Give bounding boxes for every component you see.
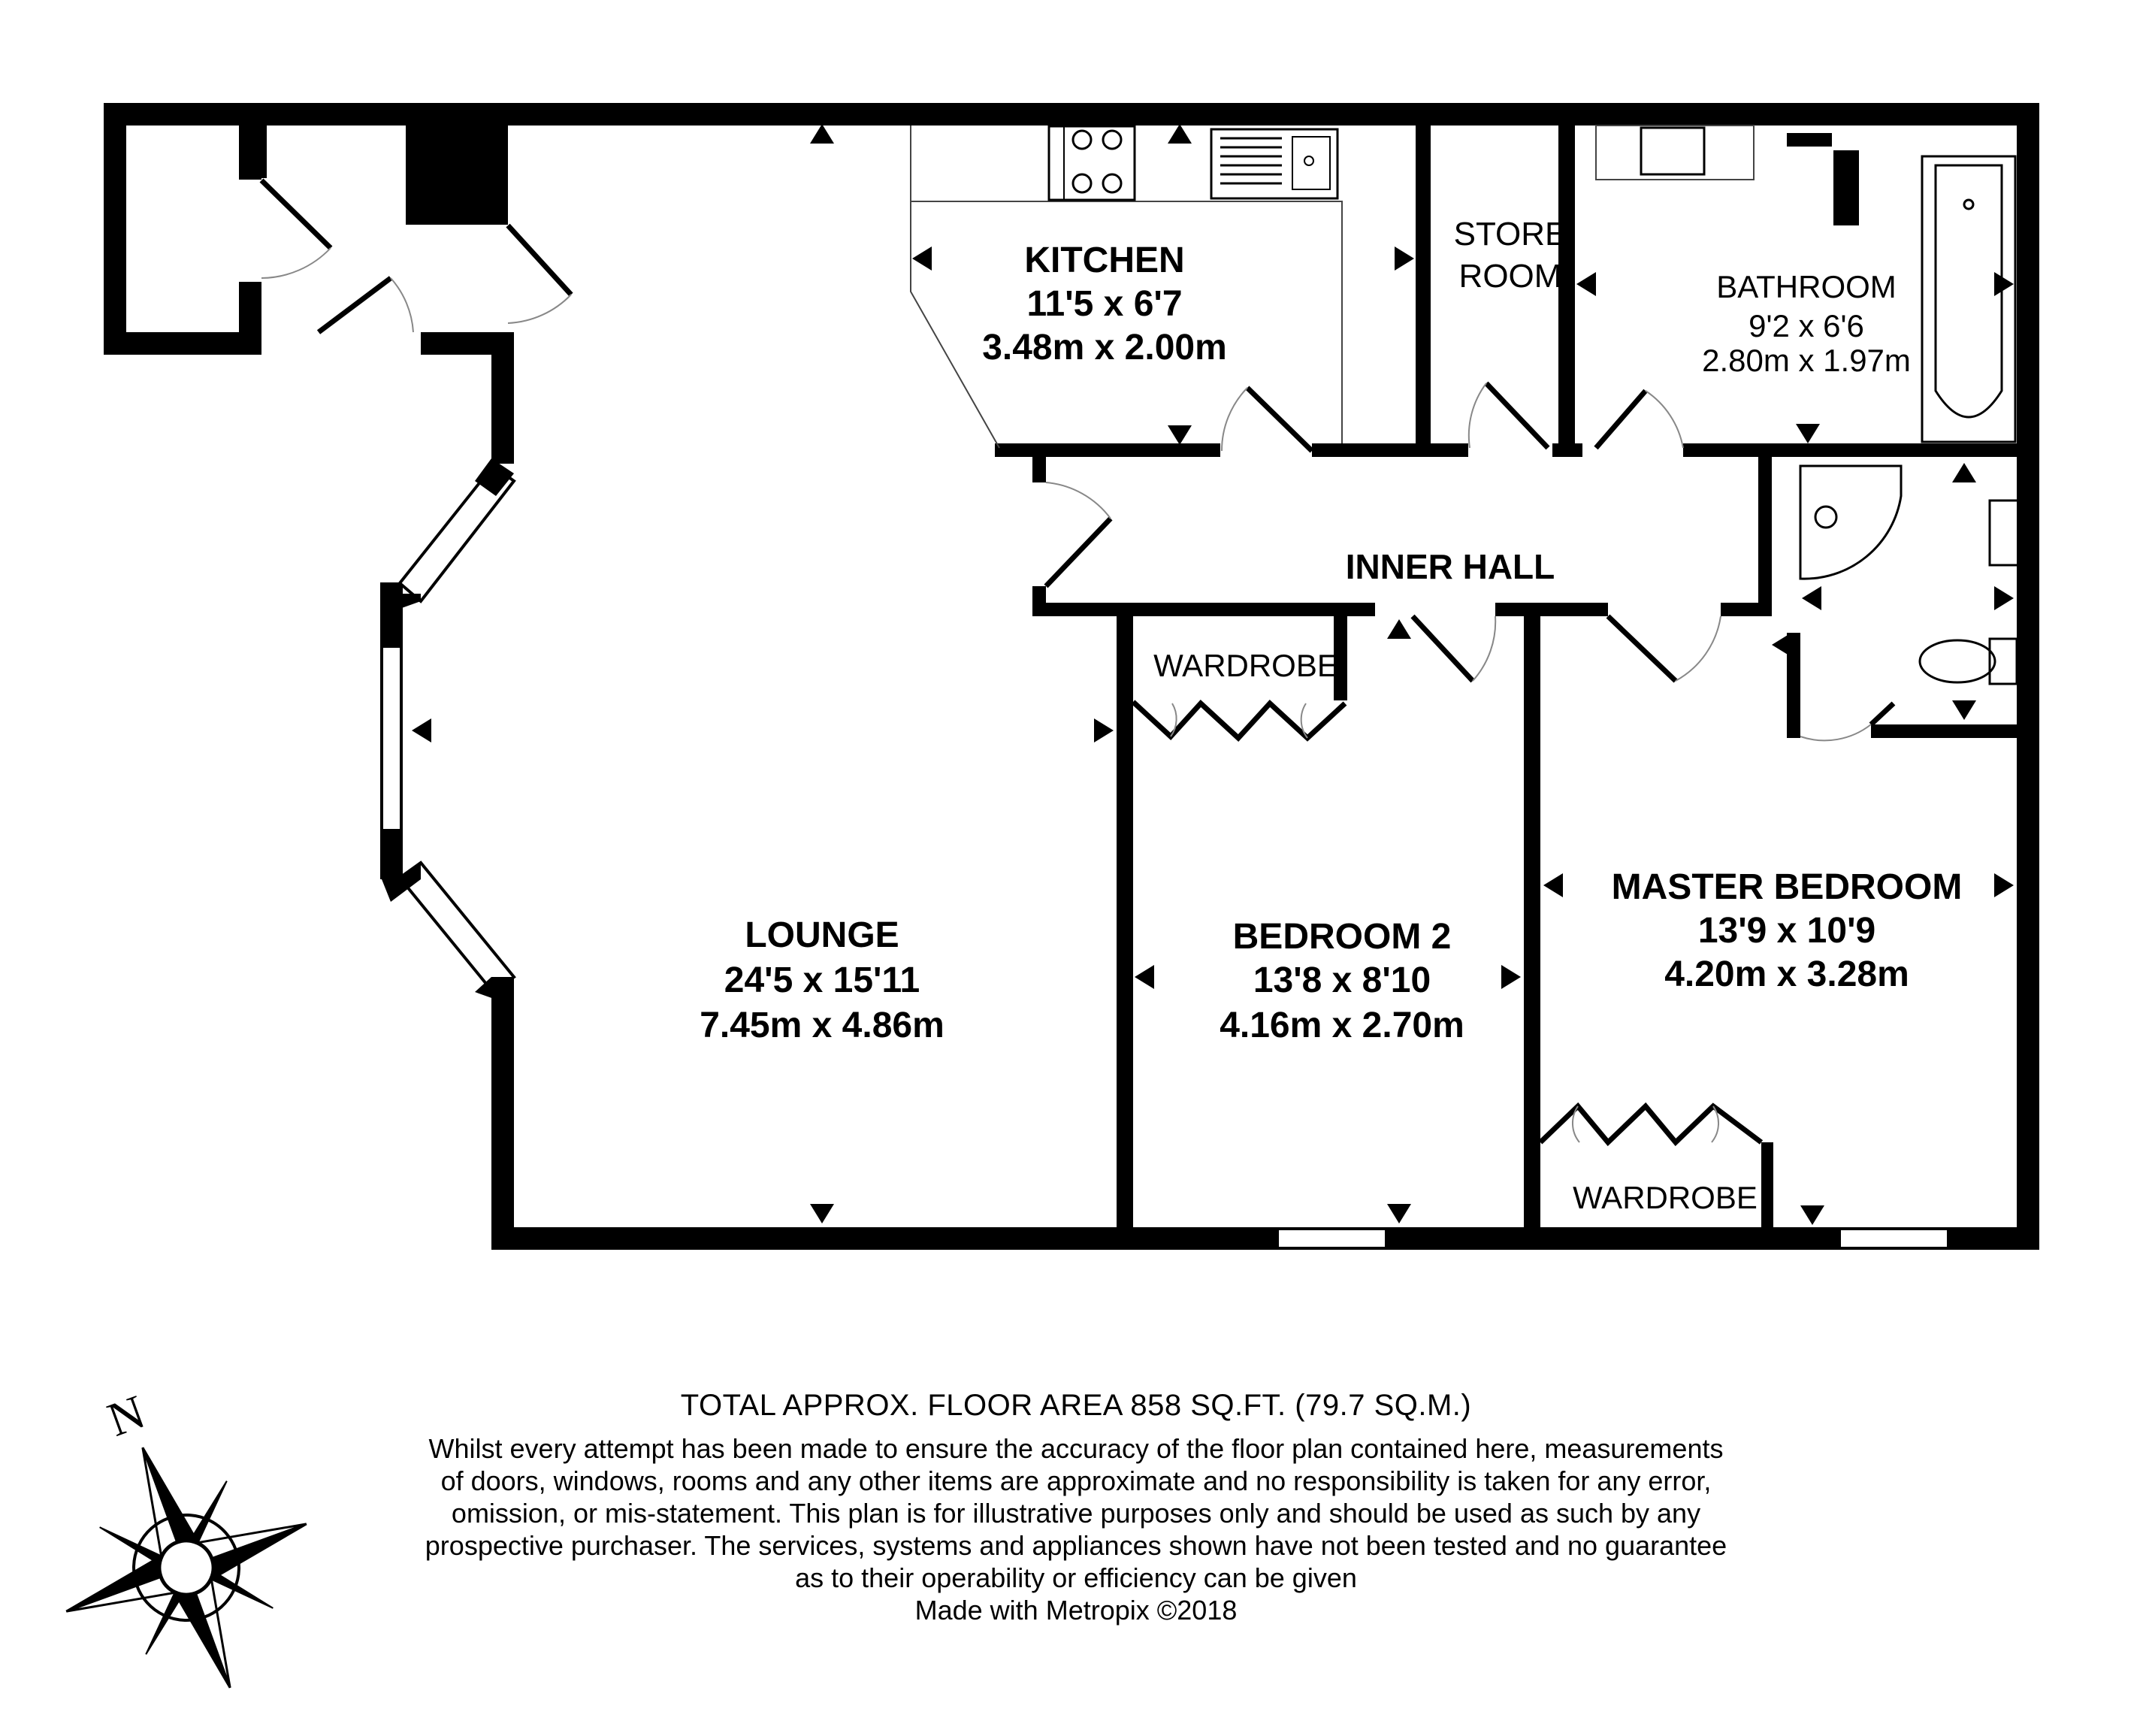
- bedroom2-metric: 4.16m x 2.70m: [1220, 1006, 1464, 1045]
- metropix-credit: Made with Metropix ©2018: [914, 1595, 1238, 1626]
- master-bedroom-metric: 4.20m x 3.28m: [1664, 954, 1909, 994]
- basin-icon: [1596, 126, 1754, 180]
- bedroom2-imperial: 13'8 x 8'10: [1253, 960, 1431, 1000]
- bathroom-metric: 2.80m x 1.97m: [1702, 343, 1911, 378]
- disclaimer: [0, 1432, 2152, 1626]
- disclaimer-line: omission, or mis-statement. This plan is for illustrative purposes only and should be used as such by any: [451, 1498, 1701, 1529]
- ensuite-fixtures: [1800, 466, 2020, 684]
- disclaimer-line: Whilst every attempt has been made to ensure the accuracy of the floor plan contained here, measurements: [428, 1433, 1724, 1464]
- kitchen-metric: 3.48m x 2.00m: [982, 328, 1227, 367]
- disclaimer-line: prospective purchaser. The services, systems and appliances shown have not been tested and no guarantee: [425, 1530, 1727, 1561]
- master-window: [1839, 1229, 1948, 1248]
- wardrobe-bed2-label: WARDROBE: [1153, 648, 1338, 683]
- toilet-icon: [1920, 640, 1995, 682]
- disclaimer-line: of doors, windows, rooms and any other items are approximate and no responsibility is taken for any error,: [440, 1465, 1712, 1496]
- kitchen-name: KITCHEN: [1024, 240, 1185, 280]
- lounge-name: LOUNGE: [745, 915, 899, 955]
- compass-north-label: N: [101, 1384, 152, 1447]
- bathroom-imperial: 9'2 x 6'6: [1748, 308, 1864, 343]
- total-floor-area: TOTAL APPROX. FLOOR AREA 858 SQ.FT. (79.7 SQ.M.): [680, 1389, 1472, 1422]
- bay-window-middle: [382, 646, 401, 830]
- kitchen-imperial: 11'5 x 6'7: [1026, 284, 1183, 324]
- bedroom2-name: BEDROOM 2: [1232, 917, 1452, 957]
- store-room-line1: STORE: [1453, 216, 1567, 253]
- shower-tray-icon: [1800, 466, 1901, 579]
- bathroom-name: BATHROOM: [1716, 269, 1897, 304]
- sink-icon: [1211, 129, 1337, 198]
- bedroom2-window: [1277, 1229, 1386, 1248]
- inner-hall-name: INNER HALL: [1345, 547, 1555, 586]
- wardrobe-master-label: WARDROBE: [1573, 1180, 1758, 1215]
- ensuite-basin-icon: [1990, 501, 2020, 565]
- master-bedroom-name: MASTER BEDROOM: [1611, 867, 1963, 907]
- master-bedroom-imperial: 13'9 x 10'9: [1697, 911, 1876, 951]
- disclaimer-line: as to their operability or efficiency can be given: [795, 1562, 1357, 1593]
- windows: [382, 466, 1948, 1248]
- store-room-line2: ROOM: [1458, 258, 1562, 295]
- lounge-metric: 7.45m x 4.86m: [700, 1006, 945, 1045]
- lounge-imperial: 24'5 x 15'11: [724, 960, 920, 1000]
